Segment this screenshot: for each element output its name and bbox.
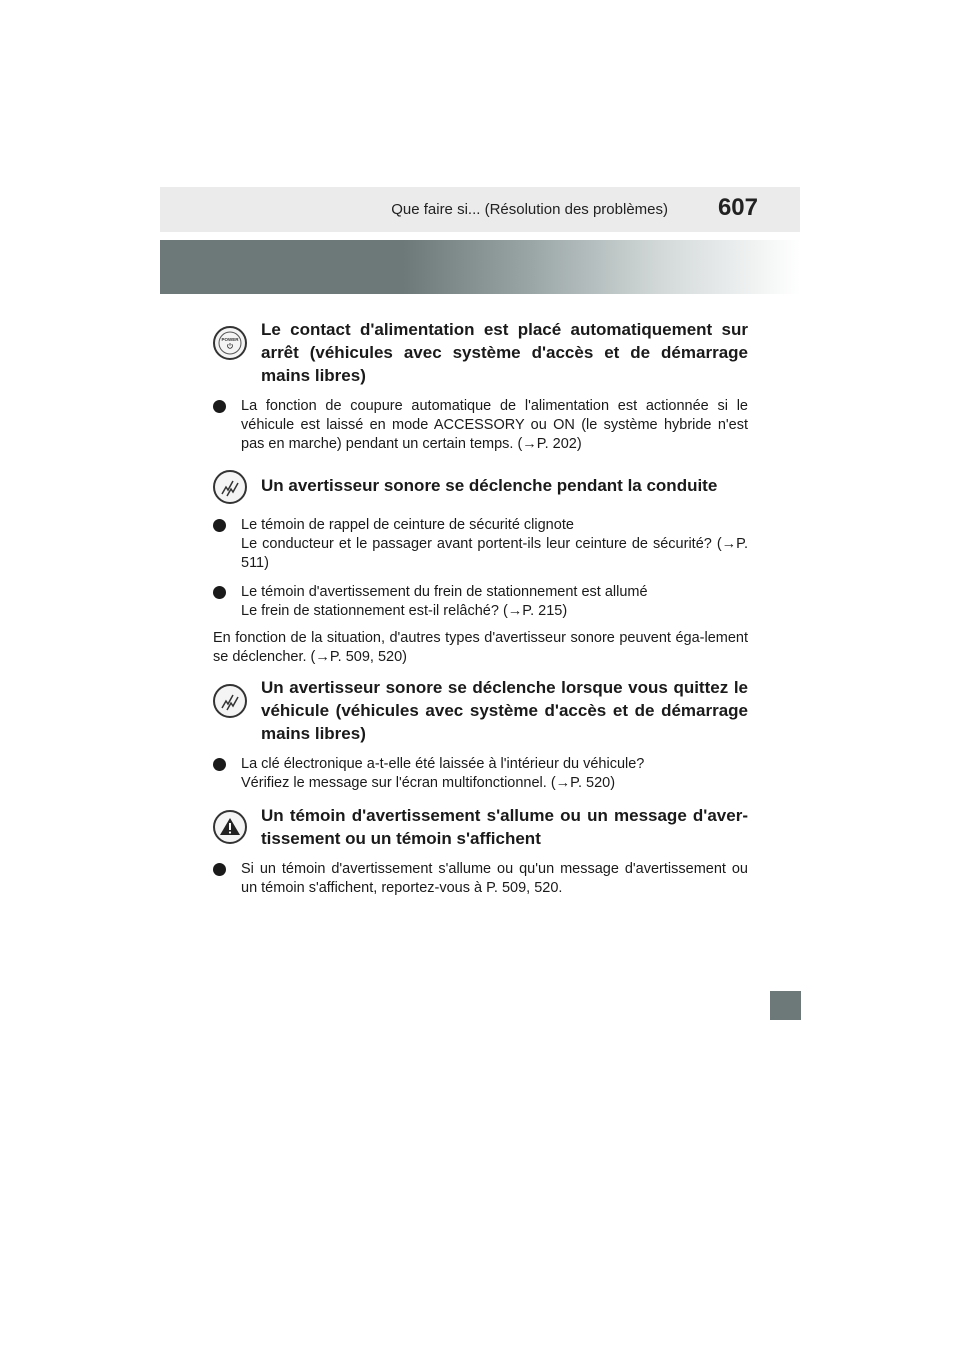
buzzer-icon (213, 684, 247, 718)
power-button-icon (213, 326, 247, 360)
bullet-icon (213, 586, 226, 599)
section-title: Un avertisseur sonore se déclenche pendant la conduite (261, 476, 718, 495)
bullet-icon (213, 758, 226, 771)
section-title: Un avertisseur sonore se déclenche lorsque vous quittez le véhicule (véhicules avec système d'accès et de démarrage mains libres) (261, 678, 748, 743)
bullet-icon (213, 519, 226, 532)
header-gradient-band (160, 240, 800, 294)
chapter-title: Que faire si... (Résolution des problèmes) (391, 201, 668, 218)
chapter-side-tab (770, 991, 801, 1020)
list-item: La fonction de coupure automatique de l'alimentation est actionnée si le véhicule est laissé en mode ACCESSORY ou ON (le système hybride n'est pas en marche) pendant un certain temps. (→P. 202) (213, 397, 748, 454)
note-text: En fonction de la situation, d'autres types d'avertisseur sonore peuvent éga-lement se déclencher. (→P. 509, 520) (213, 630, 748, 665)
warning-triangle-icon (213, 810, 247, 844)
bullet-icon (213, 400, 226, 413)
list-item: Le témoin d'avertissement du frein de stationnement est allumé Le frein de stationnement est-il relâché? (→P. 215) (213, 583, 748, 621)
list-item: La clé électronique a-t-elle été laissée à l'intérieur du véhicule? Vérifiez le message sur l'écran multifonctionnel. (→P. 520) (213, 755, 748, 793)
section-buzzer-leaving (213, 676, 748, 793)
page-number: 607 (717, 194, 758, 221)
section-warning-light (213, 804, 748, 898)
page-header (160, 187, 800, 232)
list-item: Si un témoin d'avertissement s'allume ou qu'un message d'avertissement ou un témoin s'affichent, reportez-vous à P. 509, 520. (213, 860, 748, 898)
power-label: POWER (221, 337, 239, 342)
section-title: Le contact d'alimentation est placé automatiquement sur arrêt (véhicules avec système d'accès et de démarrage mains libres) (261, 320, 748, 385)
section-buzzer-driving (213, 474, 748, 667)
section-power-auto-off (213, 318, 748, 454)
list-item: Le témoin de rappel de ceinture de sécurité clignote Le conducteur et le passager avant portent-ils leur ceinture de sécurité? (→P. 511) (213, 516, 748, 573)
buzzer-icon (213, 470, 247, 504)
section-title: Un témoin d'avertissement s'allume ou un message d'aver-tissement ou un témoin s'affichent (261, 806, 748, 848)
bullet-icon (213, 863, 226, 876)
